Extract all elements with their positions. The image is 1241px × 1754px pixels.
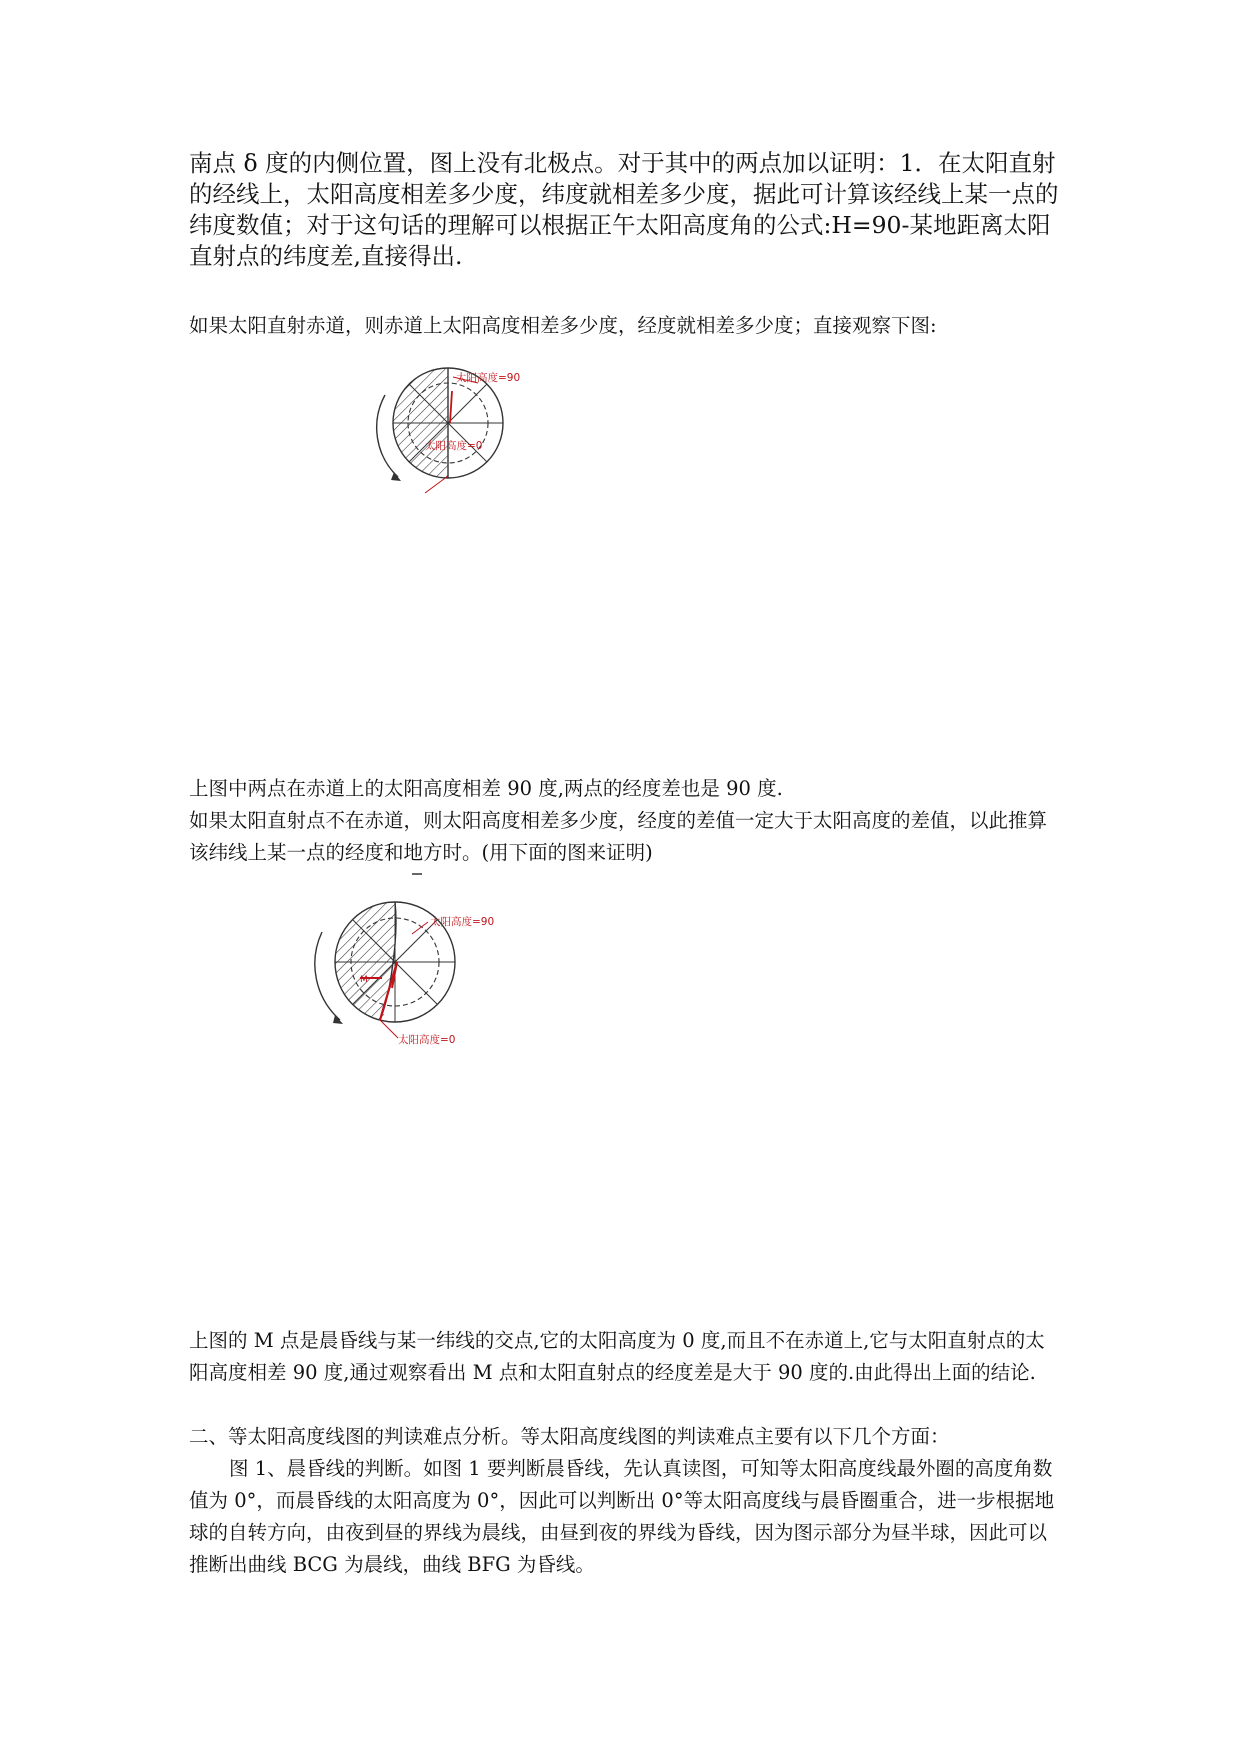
figure-nonequator-diagram: [300, 870, 600, 1060]
paragraph-m-point-explanation: 上图的 M 点是晨昏线与某一纬线的交点,它的太阳高度为 0 度,而且不在赤道上,它与太阳直射点的太阳高度相差 90 度,通过观察看出 M 点和太阳直射点的经度差是大于 90 度的.由此得出上面的结论.: [189, 1329, 1045, 1384]
label-sun-altitude-90: 太阳高度=90: [430, 916, 495, 928]
label-90-leader: [412, 922, 428, 934]
paragraph-section-two-heading: 二、等太阳高度线图的判读难点分析。等太阳高度线图的判读难点主要有以下几个方面：: [189, 1425, 950, 1448]
figure-equator-diagram: [350, 345, 590, 520]
label-sun-altitude-0: 太阳高度=0: [425, 440, 483, 452]
label-0-leader: [380, 1020, 398, 1038]
paragraph-intro: 南点 δ 度的内侧位置，图上没有北极点。对于其中的两点加以证明：1．在太阳直射的经线上，太阳高度相差多少度，纬度就相差多少度，据此可计算该经线上某一点的纬度数值；对于这句话的理解可以根据正午太阳高度角的公式:H=90-某地距离太阳直射点的纬度差,直接得出.: [189, 149, 1059, 270]
label-point-m: M: [360, 975, 368, 985]
label-sun-altitude-0: 太阳高度=0: [398, 1034, 456, 1046]
paragraph-nonequator-case: 如果太阳直射点不在赤道，则太阳高度相差多少度，经度的差值一定大于太阳高度的差值，以此推算该纬线上某一点的经度和地方时。(用下面的图来证明): [189, 809, 1048, 864]
subsolar-marker: [450, 391, 452, 423]
paragraph-equator-case: 如果太阳直射赤道，则赤道上太阳高度相差多少度，经度就相差多少度；直接观察下图:: [189, 314, 937, 337]
rotation-arrowhead: [333, 1015, 343, 1024]
label-0-leader: [425, 476, 448, 493]
paragraph-figure1-analysis: 图 1、晨昏线的判断。如图 1 要判断晨昏线，先认真读图，可知等太阳高度线最外圈的高度角数值为 0°，而晨昏线的太阳高度为 0°，因此可以判断出 0°等太阳高度线与晨昏圈重合，进一步根据地球的自转方向，由夜到昼的界线为晨线，由昼到夜的界线为昏线，因为图示部分为昼半球，因此可以推断出曲线 BCG 为晨线，曲线 BFG 为昏线。: [189, 1457, 1055, 1576]
rotation-arrowhead: [391, 472, 401, 481]
paragraph-equator-result: 上图中两点在赤道上的太阳高度相差 90 度,两点的经度差也是 90 度.: [189, 777, 783, 800]
label-sun-altitude-90: 太阳高度=90: [456, 372, 521, 384]
